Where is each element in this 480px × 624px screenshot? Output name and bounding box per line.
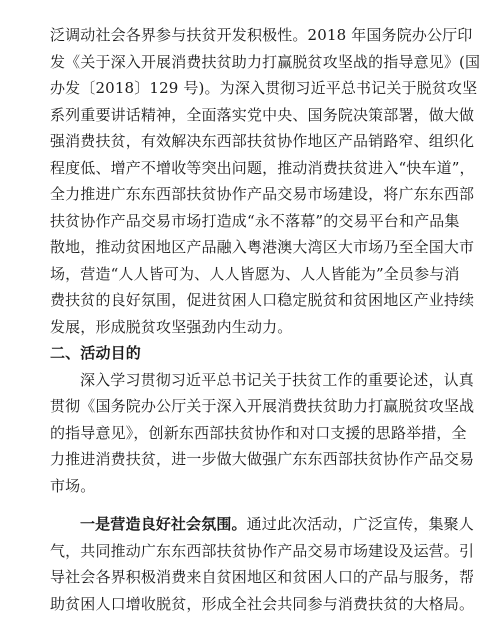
- para1-line-2: 发《关于深入开展消费扶贫助力打赢脱贫攻坚战的指导意见》(国: [50, 52, 480, 71]
- para3-line-4: 助贫困人口增收脱贫，形成全社会共同参与消费扶贫的大格局。: [50, 594, 475, 613]
- para1-line-8: 扶贫协作产品交易市场打造成“永不落幕”的交易平台和产品集: [50, 211, 460, 230]
- para2-line-4: 力推进消费扶贫，进一步做大做强广东东西部扶贫协作产品交易: [50, 450, 475, 468]
- para1-line-5: 强消费扶贫，有效解决东西部扶贫协作地区产品销路窄、组织化: [50, 132, 475, 150]
- para2-line-1: 深入学习贯彻习近平总书记关于扶贫工作的重要论述，认真: [80, 370, 474, 389]
- para1-line-4: 系列重要讲话精神，全面落实党中央、国务院决策部署，做大做: [50, 105, 475, 124]
- section-heading: 二、活动目的: [50, 344, 141, 362]
- para2-line-3: 的指导意见》，创新东西部扶贫协作和对口支援的思路举措，全: [50, 423, 467, 442]
- para1-line-3: 办发〔2018〕129 号)。为深入贯彻习近平总书记关于脱贫攻坚: [50, 79, 478, 97]
- para3-line-3: 导社会各界积极消费来自贫困地区和贫困人口的产品与服务，帮: [50, 568, 475, 586]
- para3-line-1: [50, 511, 474, 538]
- para3-line-2: 气，共同推动广东东西部扶贫协作产品交易市场建设及运营。引: [50, 541, 475, 560]
- para3-lead: 一是营造良好社会氛围。: [80, 515, 247, 533]
- para1-line-11: 费扶贫的良好氛围，促进贫困人口稳定脱贫和贫困地区产业持续: [50, 291, 475, 309]
- para1-line-9: 散地，推动贫困地区产品融入粤港澳大湾区大市场乃至全国大市: [50, 238, 475, 256]
- para1-line-12: 发展，形成脱贫攻坚强劲内生动力。: [50, 317, 293, 336]
- para2-line-2: 贯彻《国务院办公厅关于深入开展消费扶贫助力打赢脱贫攻坚战: [50, 397, 475, 415]
- para1-line-1: 泛调动社会各界参与扶贫开发积极性。2018 年国务院办公厅印: [50, 26, 473, 44]
- para1-line-6: 程度低、增产不增收等突出问题，推动消费扶贫进入“快车道”，: [50, 158, 475, 177]
- para2-line-5: 市场。: [50, 476, 96, 495]
- para1-line-10: 场，营造“人人皆可为、人人皆愿为、人人皆能为”全员参与消: [50, 264, 460, 283]
- paragraph-gap: [50, 499, 440, 511]
- para3-first-rest: 通过此次活动，广泛宣传，集聚人: [246, 515, 474, 533]
- para1-line-7: 全力推进广东东西部扶贫协作产品交易市场建设，将广东东西部: [50, 185, 475, 203]
